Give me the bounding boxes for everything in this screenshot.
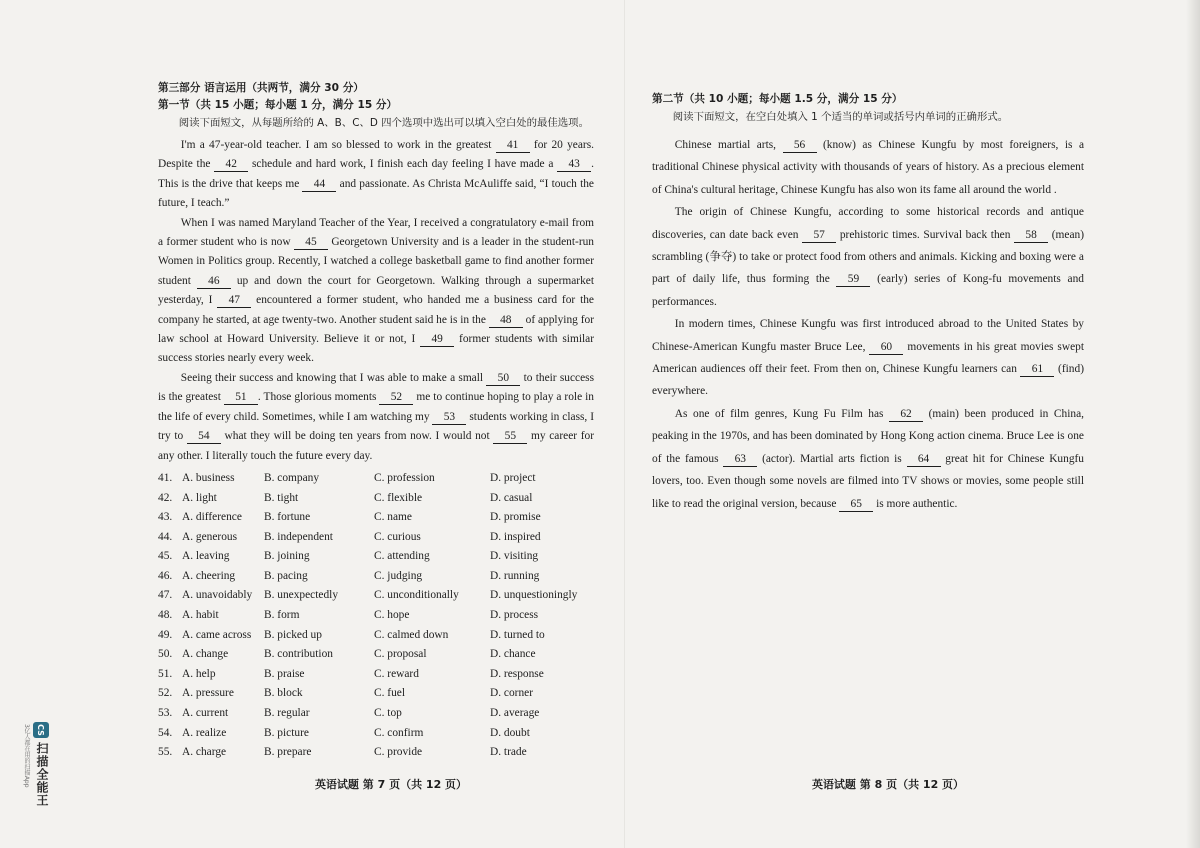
option-d: D. running	[490, 569, 540, 582]
cloze-options	[158, 469, 594, 763]
blank-57: 57	[802, 229, 836, 243]
option-b: B. joining	[264, 550, 310, 563]
option-row	[158, 489, 594, 509]
option-a: A. unavoidably	[182, 589, 253, 602]
option-a: A. help	[182, 667, 216, 680]
question-number: 53.	[158, 707, 173, 720]
blank-43: 43	[557, 158, 591, 172]
option-c: C. curious	[374, 530, 421, 543]
blank-42: 42	[214, 158, 248, 172]
page-7-footer: 英语试题 第 7 页（共 12 页）	[314, 778, 468, 791]
option-d: D. doubt	[490, 726, 530, 739]
blank-48: 48	[489, 314, 523, 328]
blank-52: 52	[379, 391, 413, 405]
option-b: B. picked up	[264, 628, 322, 641]
option-c: C. hope	[374, 609, 410, 622]
option-b: B. contribution	[264, 648, 333, 661]
blank-53: 53	[432, 411, 466, 425]
option-a: A. habit	[182, 609, 219, 622]
section-two-instruction: 阅读下面短文，在空白处填入 1 个适当的单词或括号内单词的正确形式。	[672, 111, 1009, 123]
option-a: A. business	[182, 471, 235, 484]
blank-45: 45	[294, 236, 328, 250]
option-c: C. proposal	[374, 648, 427, 661]
option-row	[158, 528, 594, 548]
blank-46: 46	[197, 275, 231, 289]
option-b: B. form	[264, 609, 300, 622]
section-one-instruction: 阅读下面短文，从每题所给的 A、B、C、D 四个选项中选出可以填入空白处的最佳选项。	[178, 117, 589, 129]
option-a: A. pressure	[182, 687, 234, 700]
blank-63: 63	[723, 453, 757, 467]
option-b: B. unexpectedly	[264, 589, 339, 602]
option-a: A. change	[182, 648, 229, 661]
option-row	[158, 684, 594, 704]
option-b: B. fortune	[264, 511, 311, 524]
option-b: B. block	[264, 687, 303, 700]
option-d: D. visiting	[490, 550, 539, 563]
option-row	[158, 586, 594, 606]
option-a: A. difference	[182, 511, 242, 524]
camscanner-logo-icon: CS	[33, 722, 49, 738]
blank-54: 54	[187, 430, 221, 444]
blank-50: 50	[486, 372, 520, 386]
question-number: 41.	[158, 471, 173, 484]
option-d: D. response	[490, 667, 544, 680]
page-7	[158, 0, 594, 848]
question-number: 55.	[158, 746, 173, 759]
question-number: 52.	[158, 687, 173, 700]
option-c: C. top	[374, 707, 402, 720]
blank-60: 60	[869, 341, 903, 355]
blank-59: 59	[836, 273, 870, 287]
blank-47: 47	[217, 294, 251, 308]
option-row	[158, 665, 594, 685]
option-row	[158, 567, 594, 587]
option-row	[158, 508, 594, 528]
option-c: C. calmed down	[374, 628, 449, 641]
camscanner-slogan: 3亿人都在用的扫描App	[23, 724, 30, 788]
option-row	[158, 606, 594, 626]
option-a: A. light	[182, 491, 217, 504]
passage-paragraph: I'm a 47-year-old teacher. I am so blessed to work in the greatest 41 for 20 years. Despite the 42 schedule and hard work, I finish each day feeling I have made a 43 . This is the drive that keeps me 44 and passionate. As Christa McAuliffe said, “I touch the future, I teach.”	[158, 139, 594, 210]
passage-paragraph: Chinese martial arts, 56 (know) as Chinese Kungfu by most foreigners, is a traditional Chinese physical activity with thousands of years of history. As a precious element of China's cultural heritage, Chinese Kungfu has also won its fame all around the world .	[652, 139, 1085, 196]
page-8	[652, 0, 1084, 848]
question-number: 54.	[158, 726, 173, 739]
question-number: 47.	[158, 589, 173, 602]
option-d: D. unquestioningly	[490, 589, 578, 602]
passage-paragraph: When I was named Maryland Teacher of the Year, I received a congratulatory e-mail from a former student who is now 45 Georgetown University and is a leader in the student-run Women in Politics group. Recently, I watched a college basketball game to find another former student 46 up and down the court for Georgetown. Walking through a supermarket yesterday, I 47 encountered a former student, who handed me a business card for the company he started, at age twenty-two. Another student said he is in the 48 of applying for law school at Howard University. Believe it or not, I 49 former students with similar success stories nearly every week.	[158, 216, 594, 365]
grammar-fill-passage	[652, 134, 1084, 515]
option-row	[158, 743, 594, 763]
option-d: D. chance	[490, 648, 536, 661]
blank-55: 55	[493, 430, 527, 444]
page-8-footer: 英语试题 第 8 页（共 12 页）	[811, 778, 965, 791]
option-row	[158, 547, 594, 567]
question-number: 44.	[158, 530, 173, 543]
option-row	[158, 724, 594, 744]
option-row	[158, 469, 594, 489]
section-one-title: 第一节（共 15 小题；每小题 1 分，满分 15 分）	[158, 99, 398, 111]
question-number: 42.	[158, 491, 173, 504]
option-a: A. leaving	[182, 550, 230, 563]
option-c: C. judging	[374, 569, 423, 582]
option-a: A. current	[182, 707, 229, 720]
option-b: B. pacing	[264, 569, 308, 582]
option-a: A. charge	[182, 746, 227, 759]
section-two-title: 第二节（共 10 小题；每小题 1.5 分，满分 15 分）	[652, 93, 903, 105]
part-title: 第三部分 语言运用（共两节，满分 30 分）	[158, 82, 364, 94]
option-a: A. cheering	[182, 569, 236, 582]
camscanner-name: 扫描全能王	[35, 742, 49, 807]
option-c: C. name	[374, 511, 412, 524]
passage-paragraph: Seeing their success and knowing that I was able to make a small 50 to their success is the greatest 51 . Those glorious moments 52 me to continue hoping to play a role in the life of every child. Sometimes, while I am watching my 53 students working in class, I try to 54 what they will be doing ten years from now. I would not 55 my career for any other. I literally touch the future every day.	[158, 371, 594, 462]
option-d: D. promise	[490, 511, 541, 524]
question-number: 45.	[158, 550, 173, 563]
option-b: B. regular	[264, 707, 310, 720]
blank-49: 49	[420, 333, 454, 347]
option-b: B. tight	[264, 491, 299, 504]
option-b: B. company	[264, 471, 320, 484]
option-row	[158, 645, 594, 665]
blank-51: 51	[224, 391, 258, 405]
cloze-passage	[158, 136, 594, 466]
option-b: B. praise	[264, 667, 305, 680]
option-a: A. realize	[182, 726, 227, 739]
blank-62: 62	[889, 408, 923, 422]
page-fold	[624, 0, 625, 848]
passage-paragraph: The origin of Chinese Kungfu, according to some historical records and antique discoveries, can date back even 57 prehistoric times. Survival back then 58 (mean) scrambling (争夺) to take or protect food from others and animals. Kicking and boxing were a part of daily life, thus forming the 59 (early) series of Kong-fu movements and performances.	[652, 206, 1084, 308]
question-number: 43.	[158, 511, 173, 524]
question-number: 50.	[158, 648, 173, 661]
option-c: C. attending	[374, 550, 430, 563]
option-a: A. generous	[182, 530, 238, 543]
passage-paragraph: As one of film genres, Kung Fu Film has 62 (main) been produced in China, peaking in the 1970s, and has been dominated by Hong Kong action cinema. Bruce Lee is one of the famous 63 (actor). Martial arts fiction is 64 great hit for Chinese Kungfu lovers, too. Even though some novels are filmed into TV shows or movies, some people still like to read the original version, because 65 is more authentic.	[652, 407, 1085, 510]
option-a: A. came across	[182, 628, 252, 641]
option-c: C. fuel	[374, 687, 406, 700]
option-row	[158, 626, 594, 646]
option-b: B. picture	[264, 726, 309, 739]
blank-41: 41	[496, 139, 530, 153]
option-c: C. unconditionally	[374, 589, 459, 602]
option-d: D. casual	[490, 491, 533, 504]
option-d: D. trade	[490, 746, 527, 759]
option-d: D. average	[490, 707, 540, 720]
question-number: 51.	[158, 667, 173, 680]
option-c: C. profession	[374, 471, 435, 484]
option-c: C. reward	[374, 667, 419, 680]
blank-44: 44	[302, 178, 336, 192]
option-d: D. process	[490, 609, 539, 622]
blank-58: 58	[1014, 229, 1048, 243]
option-b: B. independent	[264, 530, 333, 543]
option-b: B. prepare	[264, 746, 312, 759]
question-number: 48.	[158, 609, 173, 622]
blank-56: 56	[783, 139, 817, 153]
blank-61: 61	[1020, 363, 1054, 377]
blank-65: 65	[839, 498, 873, 512]
option-d: D. inspired	[490, 530, 541, 543]
option-row	[158, 704, 594, 724]
question-number: 46.	[158, 569, 173, 582]
passage-paragraph: In modern times, Chinese Kungfu was first introduced abroad to the United States by Chinese-American Kungfu master Bruce Lee, 60 movements in his great movies swept American audiences off their feet. From then on, Chinese Kungfu learners can 61 (find) everywhere.	[652, 318, 1084, 398]
option-d: D. project	[490, 471, 536, 484]
option-c: C. flexible	[374, 491, 423, 504]
option-c: C. confirm	[374, 726, 424, 739]
blank-64: 64	[907, 453, 941, 467]
question-number: 49.	[158, 628, 173, 641]
scan-edge-shadow	[1186, 0, 1200, 848]
option-d: D. corner	[490, 687, 534, 700]
option-c: C. provide	[374, 746, 423, 759]
option-d: D. turned to	[490, 628, 545, 641]
